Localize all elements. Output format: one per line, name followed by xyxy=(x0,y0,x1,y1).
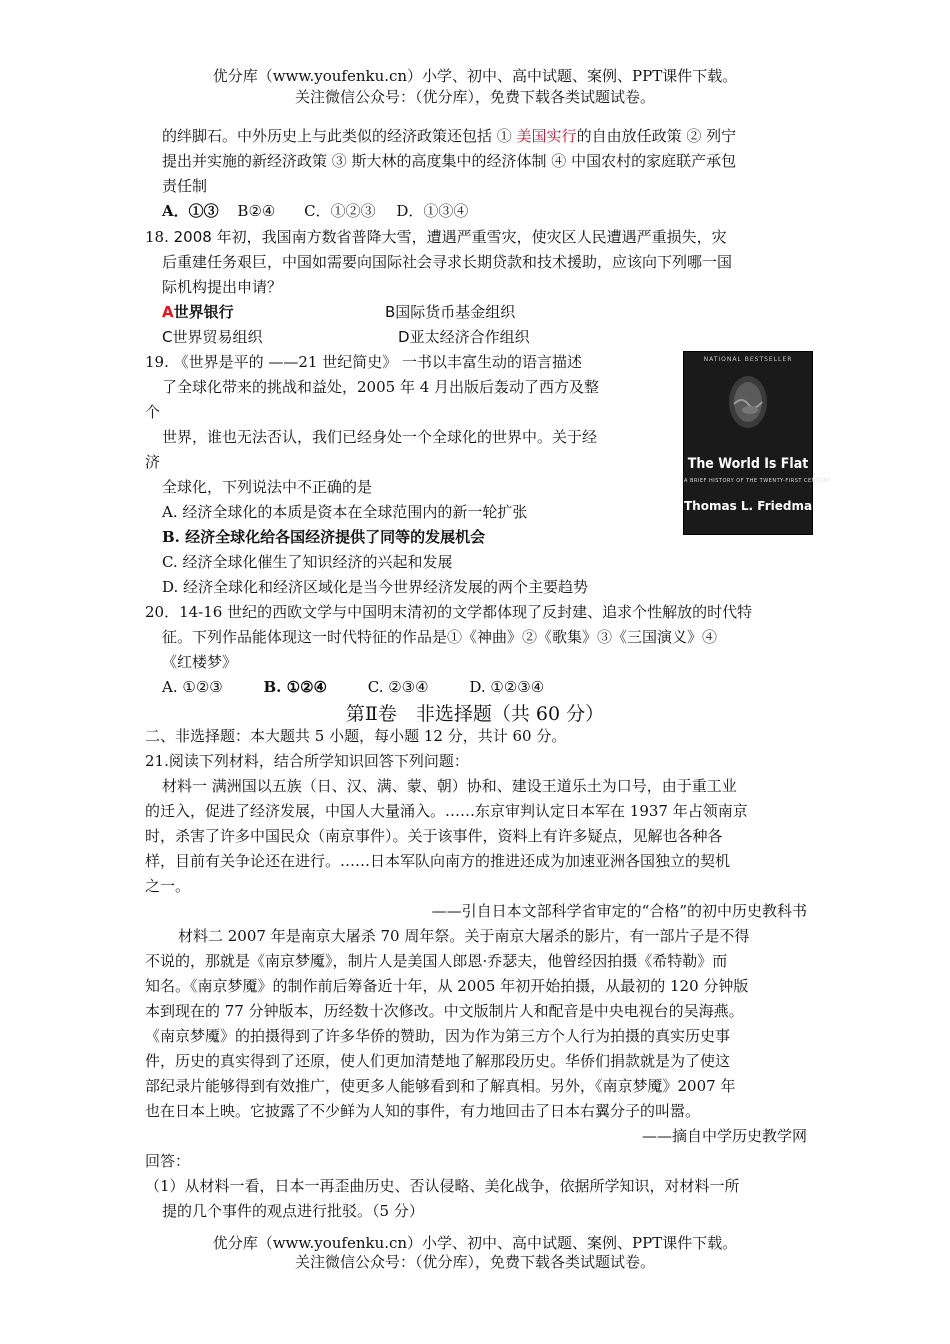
q17-options xyxy=(162,199,468,224)
q19-option-d: D. 经济全球化和经济区域化是当今世界经济发展的两个主要趋势 xyxy=(162,578,589,596)
q21-material1-source: ——引自日本文部科学省审定的“合格”的初中历史教科书 xyxy=(431,902,807,920)
book-cover-image xyxy=(683,351,831,535)
q19-option-c: C. 经济全球化催生了知识经济的兴起和发展 xyxy=(162,553,453,571)
q18-line3: 际机构提出申请？ xyxy=(162,278,283,296)
q17-option-b: B②④ xyxy=(237,202,276,220)
q18-line2: 后重建任务艰巨，中国如需要向国际社会寻求长期贷款和技术援助，应该向下列哪一国 xyxy=(162,253,733,271)
book-cover-subtitle: A BRIEF HISTORY OF THE TWENTY-FIRST CENTURY xyxy=(684,478,831,484)
q20-option-d: D. ①②③④ xyxy=(469,678,545,696)
q18-option-a-letter: A xyxy=(162,303,174,321)
q18-option-c-letter: C xyxy=(162,328,173,346)
q21-material2-line6: 件，历史的真实得到了还原，使人们更加清楚地了解那段历史。华侨们捐款就是为了使这 xyxy=(145,1052,731,1070)
q21-subquestion1-line2: 提的几个事件的观点进行批驳。（5 分） xyxy=(162,1202,424,1220)
q21-subquestion1-line1: （1）从材料一看，日本一再歪曲历史、否认侵略、美化战争，依据所学知识，对材料一所 xyxy=(145,1177,740,1195)
globe-icon xyxy=(728,374,768,428)
q20-line2: 征。下列作品能体现这一时代特征的作品是①《神曲》②《歌集》③《三国演义》④ xyxy=(162,628,718,646)
q21-material1-line3: 时，杀害了许多中国民众（南京事件）。关于该事件，资料上有许多疑点，见解也各种各 xyxy=(145,827,723,845)
q19-line1: 19. 《世界是平的 ——21 世纪简史》 一书以丰富生动的语言描述 xyxy=(145,353,583,371)
q19-line3: 个 xyxy=(145,403,161,421)
part2-intro: 二、非选择题：本大题共 5 小题，每小题 12 分，共计 60 分。 xyxy=(145,727,567,745)
q17-line3: 责任制 xyxy=(162,177,208,195)
q21-material2-line2: 不说的，那就是《南京梦魇》，制片人是美国人郎恩·乔瑟夫，他曾经因拍摄《希特勒》而 xyxy=(145,952,728,970)
q18-option-b-text: 国际货币基金组织 xyxy=(395,303,516,321)
page-footer-line1: 优分库（www.youfenku.cn）小学、初中、高中试题、案例、PPT课件下载。 xyxy=(212,1234,738,1252)
part2-title: 第Ⅱ卷 非选择题（共 60 分） xyxy=(345,703,605,725)
q21-material2-line8: 也在日本上映。它披露了不少鲜为人知的事件，有力地回击了日本右翼分子的叫嚣。 xyxy=(145,1102,701,1120)
q21-material1-line5: 之一。 xyxy=(145,877,191,895)
q20-option-c: C. ②③④ xyxy=(367,678,429,696)
q17-option-a: A．①③ xyxy=(162,202,219,220)
q21-answer-label: 回答： xyxy=(145,1152,191,1170)
q18-option-d xyxy=(398,325,530,350)
q20-option-a: A. ①②③ xyxy=(162,678,223,696)
page-header-line2: 关注微信公众号：（优分库），免费下载各类试题试卷。 xyxy=(294,88,655,106)
q17-line1-b: 的自由放任政策 ② 列宁 xyxy=(576,127,737,145)
q17-line1 xyxy=(162,124,736,149)
q18-line1 xyxy=(145,225,727,250)
q19-option-a: A. 经济全球化的本质是资本在全球范围内的新一轮扩张 xyxy=(162,503,528,521)
q20-options xyxy=(162,675,544,700)
q19-line6: 全球化，下列说法中不正确的是 xyxy=(162,478,373,496)
q20-option-b: B. ①②④ xyxy=(263,678,327,696)
q21-stem: 21.阅读下列材料，结合所学知识回答下列问题： xyxy=(145,752,469,770)
q17-option-d: D．①③④ xyxy=(396,202,469,220)
q21-material2-line7: 部纪录片能够得到有效推广，使更多人能够看到和了解真相。另外，《南京梦魇》2007 年 xyxy=(145,1077,736,1095)
q21-material2-line5: 《南京梦魇》的拍摄得到了许多华侨的赞助，因为作为第三方个人行为拍摄的真实历史事 xyxy=(145,1027,731,1045)
q18-option-a-text: 世界银行 xyxy=(173,303,234,321)
book-cover-top-text: NATIONAL BESTSELLER xyxy=(703,356,793,363)
q18-year: 2008 xyxy=(173,228,212,246)
q17-line2: 提出并实施的新经济政策 ③ 斯大林的高度集中的经济体制 ④ 中国农村的家庭联产承包 xyxy=(162,152,737,170)
page-footer-line2: 关注微信公众号：（优分库），免费下载各类试题试卷。 xyxy=(294,1253,655,1271)
q21-material1-line1: 材料一 满洲国以五族（日、汉、满、蒙、朝）协和、建设王道乐土为口号，由于重工业 xyxy=(162,777,737,795)
q21-material2-line1: 材料二 2007 年是南京大屠杀 70 周年祭。关于南京大屠杀的影片，有一部片子是不得 xyxy=(178,927,750,945)
q19-line2: 了全球化带来的挑战和益处，2005 年 4 月出版后轰动了西方及整 xyxy=(162,378,600,396)
book-cover-author: Thomas L. Friedman xyxy=(684,499,821,513)
q20-line3: 《红楼梦》 xyxy=(162,653,238,671)
q17-line1-highlight: 美国实行 xyxy=(516,127,577,145)
q18-number: 18. xyxy=(145,228,174,246)
q18-line1-rest: 年初，我国南方数省普降大雪，遭遇严重雪灾，使灾区人民遭遇严重损失，灾 xyxy=(211,228,727,246)
q20-line1: 20．14-16 世纪的西欧文学与中国明末清初的文学都体现了反封建、追求个性解放的时代特 xyxy=(145,603,753,621)
q21-material2-line3: 知名。《南京梦魇》的制作前后筹备近十年，从 2005 年初开始拍摄，从最初的 120 分钟版 xyxy=(145,977,749,995)
q18-option-d-text: 亚太经济合作组织 xyxy=(409,328,530,346)
q21-material2-line4: 本到现在的 77 分钟版本，历经数十次修改。中文版制片人和配音是中央电视台的吴海燕。 xyxy=(145,1002,744,1020)
book-cover-title: The World Is Flat xyxy=(687,456,809,472)
page-header-line1: 优分库（www.youfenku.cn）小学、初中、高中试题、案例、PPT课件下载。 xyxy=(212,67,738,85)
q18-option-c-text: 世界贸易组织 xyxy=(172,328,263,346)
q21-material1-line2: 的迁入，促进了经济发展，中国人大量涌入。……东京审判认定日本军在 1937 年占领南京 xyxy=(145,802,748,820)
q18-option-a xyxy=(162,300,234,325)
q19-option-b: B. 经济全球化给各国经济提供了同等的发展机会 xyxy=(162,528,486,546)
q18-option-c xyxy=(162,325,263,350)
q17-line1-a: 的绊脚石。中外历史上与此类似的经济政策还包括 ① xyxy=(162,127,517,145)
q18-option-b xyxy=(385,300,515,325)
q21-material2-source: ——摘自中学历史教学网 xyxy=(641,1127,807,1145)
q21-material1-line4: 样，目前有关争论还在进行。……日本军队向南方的推进还成为加速亚洲各国独立的契机 xyxy=(145,852,731,870)
q17-option-c: C．①②③ xyxy=(304,202,376,220)
q18-option-b-letter: B xyxy=(385,303,396,321)
q18-option-d-letter: D xyxy=(398,328,410,346)
q19-line5: 济 xyxy=(145,453,161,471)
q19-line4: 世界，谁也无法否认，我们已经身处一个全球化的世界中。关于经 xyxy=(162,428,598,446)
